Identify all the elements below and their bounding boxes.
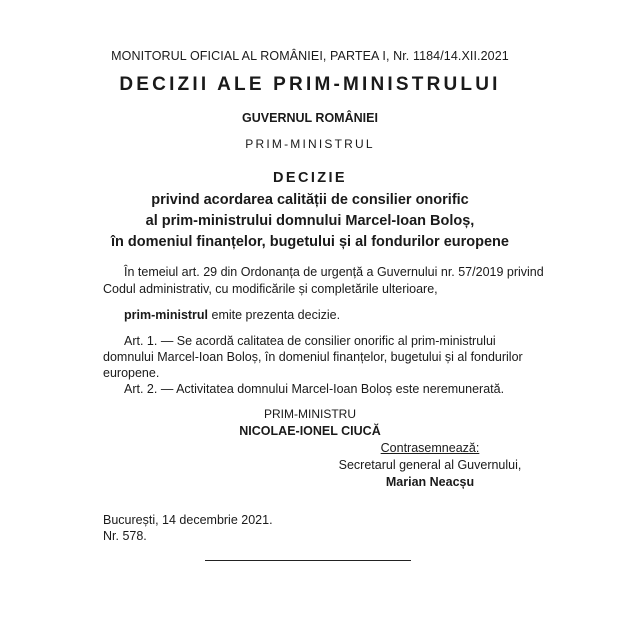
art2-text: Art. 2. — Activitatea domnului Marcel-Ioan Boloș este neremunerată. [124,382,505,396]
pm-name: NICOLAE-IONEL CIUCĂ [239,424,381,438]
subject-line-2: al prim-ministrului domnului Marcel-Ioan Boloș, [145,213,475,229]
pm-role: PRIM-MINISTRU [264,407,356,421]
countersign-label: Contrasemnează: [380,441,480,455]
subject-line-3: în domeniul finanțelor, bugetului și al fondurilor europene [111,234,509,250]
art1-line-1: Art. 1. — Se acordă calitatea de consilier onorific al prim-ministrului [124,334,496,348]
decision-subject [0,190,620,253]
section-title: DECIZII ALE PRIM-MINISTRULUI [119,74,501,95]
countersign-name: Marian Neacșu [385,475,475,489]
decision-title: DECIZIE [273,170,347,186]
issuer-statement [124,307,340,323]
subject-line-1: privind acordarea calității de consilier onorific [151,192,469,208]
closing-rule [205,560,411,561]
issuer-name: GUVERNUL ROMÂNIEI [242,111,378,125]
place-date: București, 14 decembrie 2021. [103,513,273,527]
preamble-line-1: În temeiul art. 29 din Ordonanța de urgență a Guvernului nr. 57/2019 privind [124,265,544,279]
gazette-header: MONITORUL OFICIAL AL ROMÂNIEI, PARTEA I, Nr. 1184/14.XII.2021 [111,49,509,63]
issuer-rest: emite prezenta decizie. [208,308,341,322]
art1-line-2: domnului Marcel-Ioan Boloș, în domeniul finanțelor, bugetului și al fondurilor [103,350,523,364]
decision-number: Nr. 578. [103,529,147,543]
office-name: PRIM-MINISTRUL [245,137,375,151]
art1-line-3: europene. [103,366,160,380]
issuer-bold: prim-ministrul [124,308,209,322]
countersign-role: Secretarul general al Guvernului, [338,458,522,472]
preamble-line-2: Codul administrativ, cu modificările și completările ulterioare, [103,282,438,296]
